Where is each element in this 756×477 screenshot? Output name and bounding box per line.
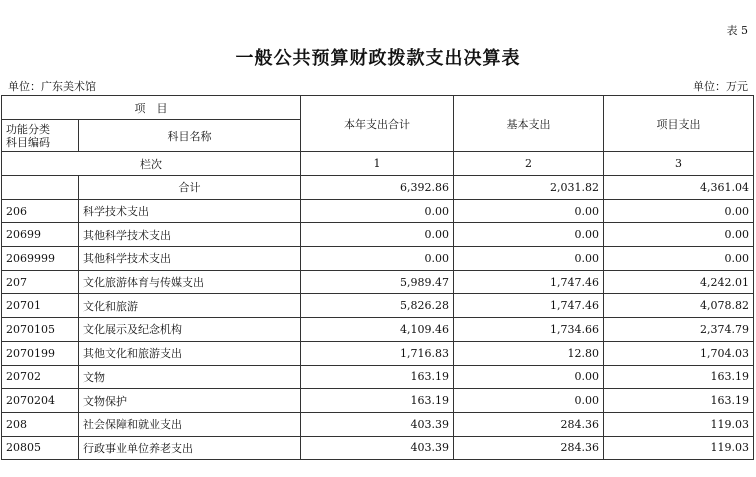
cell-code: 207 xyxy=(2,270,79,294)
table-row xyxy=(2,294,754,318)
cell-project: 2,374.79 xyxy=(604,318,754,342)
cell-name: 文物 xyxy=(79,365,301,389)
cell-name: 其他科学技术支出 xyxy=(79,247,301,271)
cell-basic: 0.00 xyxy=(454,223,604,247)
cell-total: 0.00 xyxy=(301,199,454,223)
cell-total: 0.00 xyxy=(301,223,454,247)
cell-basic: 284.36 xyxy=(454,412,604,436)
cell-code: 2070204 xyxy=(2,389,79,413)
table-row xyxy=(2,365,754,389)
cell-code: 20699 xyxy=(2,223,79,247)
table-row xyxy=(2,436,754,460)
cell-total: 0.00 xyxy=(301,247,454,271)
cell-project: 1,704.03 xyxy=(604,341,754,365)
cell-basic: 1,747.46 xyxy=(454,294,604,318)
cell-name: 文物保护 xyxy=(79,389,301,413)
cell-code: 20701 xyxy=(2,294,79,318)
cell-total: 403.39 xyxy=(301,436,454,460)
header-basic: 基本支出 xyxy=(454,96,604,152)
cell-basic: 1,747.46 xyxy=(454,270,604,294)
cell-basic: 2,031.82 xyxy=(454,176,604,200)
cell-total: 6,392.86 xyxy=(301,176,454,200)
table-row-total xyxy=(2,176,754,200)
cell-project: 0.00 xyxy=(604,223,754,247)
cell-name: 行政事业单位养老支出 xyxy=(79,436,301,460)
header-code-line2: 科目编码 xyxy=(6,135,50,149)
cell-total: 5,826.28 xyxy=(301,294,454,318)
page-title: 一般公共预算财政拨款支出决算表 xyxy=(235,48,521,69)
cell-total: 403.39 xyxy=(301,412,454,436)
table-row xyxy=(2,270,754,294)
cell-code: 2070199 xyxy=(2,341,79,365)
cell-project: 163.19 xyxy=(604,389,754,413)
cell-code: 2069999 xyxy=(2,247,79,271)
cell-basic: 0.00 xyxy=(454,389,604,413)
header-total: 本年支出合计 xyxy=(301,96,454,152)
table-row xyxy=(2,318,754,342)
cell-total: 4,109.46 xyxy=(301,318,454,342)
cell-project: 163.19 xyxy=(604,365,754,389)
header-name: 科目名称 xyxy=(79,120,301,152)
cell-basic: 12.80 xyxy=(454,341,604,365)
cell-name: 文化旅游体育与传媒支出 xyxy=(79,270,301,294)
header-code-line1: 功能分类 xyxy=(6,122,50,136)
cell-name: 其他科学技术支出 xyxy=(79,223,301,247)
table-number: 表 5 xyxy=(726,24,748,37)
cell-name: 其他文化和旅游支出 xyxy=(79,341,301,365)
cell-total: 1,716.83 xyxy=(301,341,454,365)
cell-total: 163.19 xyxy=(301,365,454,389)
header-item: 项 目 xyxy=(2,96,301,120)
header-code xyxy=(2,120,79,152)
cell-project: 119.03 xyxy=(604,412,754,436)
cell-basic: 0.00 xyxy=(454,199,604,223)
cell-name: 社会保障和就业支出 xyxy=(79,412,301,436)
header-project: 项目支出 xyxy=(604,96,754,152)
table-row xyxy=(2,247,754,271)
cell-basic: 1,734.66 xyxy=(454,318,604,342)
table-row xyxy=(2,223,754,247)
cell-project: 4,361.04 xyxy=(604,176,754,200)
table-row xyxy=(2,199,754,223)
cell-project: 119.03 xyxy=(604,436,754,460)
column-index-label: 栏次 xyxy=(2,152,301,176)
expenditure-table xyxy=(1,95,754,460)
column-index-2: 2 xyxy=(454,152,604,176)
column-index-3: 3 xyxy=(604,152,754,176)
cell-code: 2070105 xyxy=(2,318,79,342)
cell-total: 5,989.47 xyxy=(301,270,454,294)
unit-currency: 单位：万元 xyxy=(693,80,748,93)
table-row xyxy=(2,341,754,365)
table-row xyxy=(2,389,754,413)
cell-code: 20702 xyxy=(2,365,79,389)
unit-organization: 单位：广东美术馆 xyxy=(8,80,96,93)
cell-basic: 284.36 xyxy=(454,436,604,460)
cell-project: 4,242.01 xyxy=(604,270,754,294)
column-index-1: 1 xyxy=(301,152,454,176)
cell-project: 4,078.82 xyxy=(604,294,754,318)
cell-code: 20805 xyxy=(2,436,79,460)
cell-name: 文化展示及纪念机构 xyxy=(79,318,301,342)
cell-code xyxy=(2,176,79,200)
cell-project: 0.00 xyxy=(604,199,754,223)
cell-basic: 0.00 xyxy=(454,365,604,389)
cell-name: 合计 xyxy=(79,176,301,200)
cell-code: 208 xyxy=(2,412,79,436)
cell-name: 文化和旅游 xyxy=(79,294,301,318)
table-row xyxy=(2,412,754,436)
cell-code: 206 xyxy=(2,199,79,223)
cell-project: 0.00 xyxy=(604,247,754,271)
cell-name: 科学技术支出 xyxy=(79,199,301,223)
cell-basic: 0.00 xyxy=(454,247,604,271)
cell-total: 163.19 xyxy=(301,389,454,413)
